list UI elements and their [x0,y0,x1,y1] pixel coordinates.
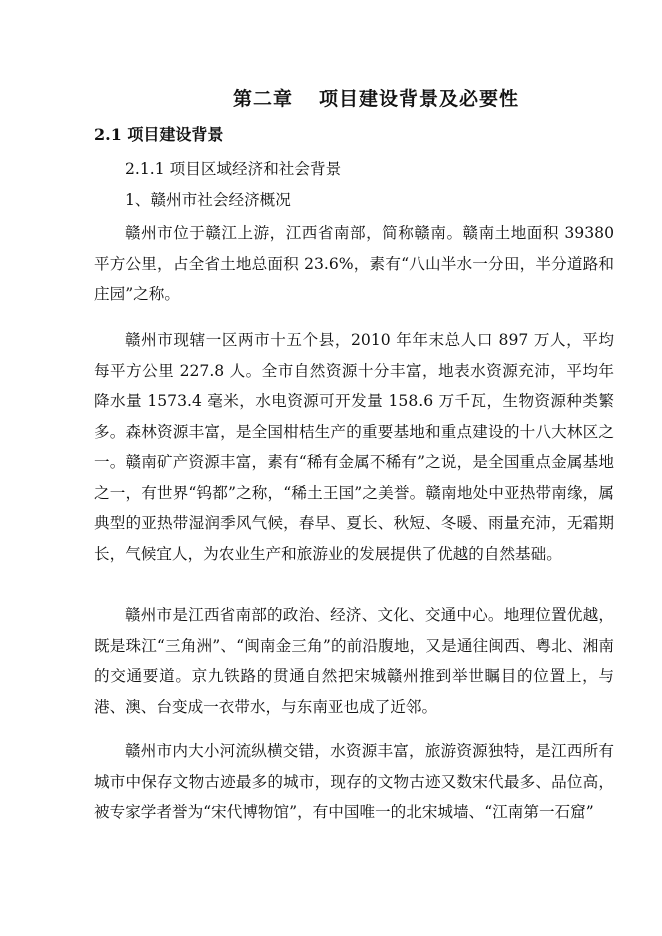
chapter-number: 第二章 [232,88,293,110]
item-heading: 1、赣州市社会经济概况 [125,191,291,209]
subsection-heading: 2.1.1 项目区域经济和社会背景 [125,160,342,178]
section-heading: 2.1 项目建设背景 [94,125,224,144]
chapter-title [0,84,662,111]
paragraph-4: 赣州市内大小河流纵横交错，水资源丰富，旅游资源独特，是江西所有城市中保存文物古迹最多的城市，现存的文物古迹又数宋代最多、品位高，被专家学者誉为“宋代博物馆”，有中国唯一的北宋城墙、“江南第一石窟” [94,742,614,821]
chapter-name: 项目建设背景及必要性 [319,88,520,110]
paragraph-2: 赣州市现辖一区两市十五个县，2010 年年末总人口 897 万人，平均每平方公里 227.8 人。全市自然资源十分丰富，地表水资源充沛，平均年降水量 1573.4 毫米，水电资源可开发量 158.6 万千瓦，生物资源种类繁多。森林资源丰富，是全国柑桔生产的重要基地和重点建设的十八大林区之一。赣南矿产资源丰富，素有“稀有金属不稀有”之说，是全国重点金属基地之一，有世界“钨都”之称，“稀土王国”之美誉。赣南地处中亚热带南缘，属典型的亚热带湿润季风气候，春早、夏长、秋短、冬暖、雨量充沛，无霜期长，气候宜人，为农业生产和旅游业的发展提供了优越的自然基础。 [94,331,614,563]
paragraph-1: 赣州市位于赣江上游，江西省南部，简称赣南。赣南土地面积 39380 平方公里，占全省土地总面积 23.6%，素有“八山半水一分田，半分道路和庄园”之称。 [94,224,614,303]
paragraph-3: 赣州市是江西省南部的政治、经济、文化、交通中心。地理位置优越，既是珠江“三角洲”、“闽南金三角”的前沿腹地，又是通往闽西、粤北、湘南的交通要道。京九铁路的贯通自然把宋城赣州推到举世瞩目的位置上，与港、澳、台变成一衣带水，与东南亚也成了近邻。 [94,606,614,716]
